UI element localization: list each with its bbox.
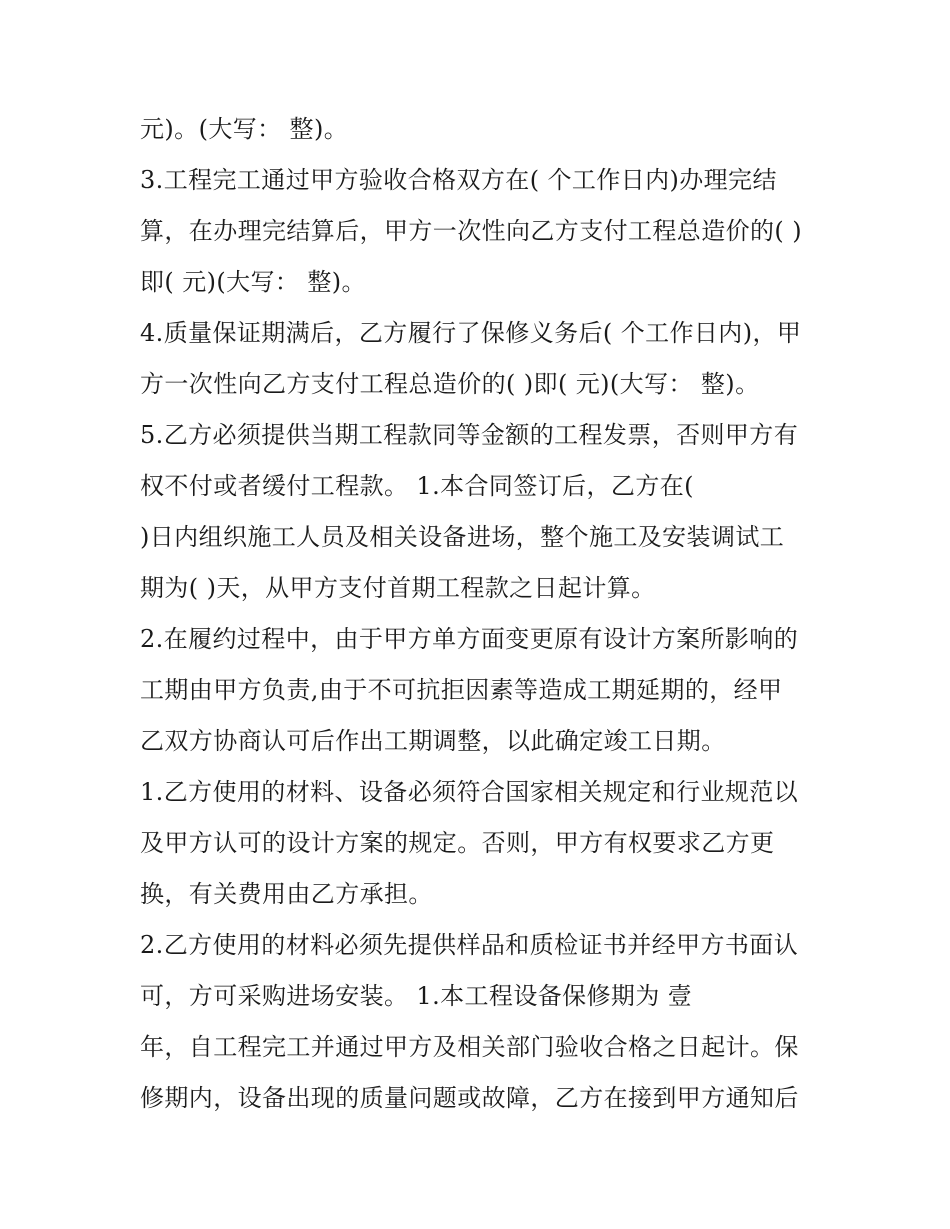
text-line: 权不付或者缓付工程款。 1.本合同签订后，乙方在(	[140, 472, 694, 500]
text-line: 期为( )天，从甲方支付首期工程款之日起计算。	[140, 574, 656, 602]
text-line: 乙双方协商认可后作出工期调整，以此确定竣工日期。	[140, 727, 726, 755]
text-line: 年，自工程完工并通过甲方及相关部门验收合格之日起计。保	[140, 1033, 799, 1061]
text-line: 2.乙方使用的材料必须先提供样品和质检证书并经甲方书面认	[140, 931, 799, 959]
text-line: 修期内，设备出现的质量问题或故障，乙方在接到甲方通知后	[140, 1084, 799, 1112]
text-line: 2.在履约过程中，由于甲方单方面变更原有设计方案所影响的	[140, 625, 799, 653]
text-line: 1.乙方使用的材料、设备必须符合国家相关规定和行业规范以	[140, 778, 799, 806]
text-line: 5.乙方必须提供当期工程款同等金额的工程发票，否则甲方有	[140, 421, 799, 449]
text-line: )日内组织施工人员及相关设备进场，整个施工及安装调试工	[140, 523, 785, 551]
text-line: 工期由甲方负责,由于不可抗拒因素等造成工期延期的，经甲	[140, 676, 783, 704]
document-body	[140, 104, 820, 1124]
text-line: 元)。(大写： 整)。	[140, 115, 349, 143]
text-line: 换，有关费用由乙方承担。	[140, 880, 433, 908]
text-line: 方一次性向乙方支付工程总造价的( )即( 元)(大写： 整)。	[140, 370, 760, 398]
text-line: 4.质量保证期满后，乙方履行了保修义务后( 个工作日内)，甲	[140, 319, 802, 347]
text-line: 可，方可采购进场安装。 1.本工程设备保修期为 壹	[140, 982, 693, 1010]
text-line: 3.工程完工通过甲方验收合格双方在( 个工作日内)办理完结	[140, 166, 777, 194]
text-line: 即( 元)(大写： 整)。	[140, 268, 366, 296]
text-line: 及甲方认可的设计方案的规定。否则，甲方有权要求乙方更	[140, 829, 775, 857]
text-line: 算，在办理完结算后，甲方一次性向乙方支付工程总造价的( )	[140, 217, 802, 245]
